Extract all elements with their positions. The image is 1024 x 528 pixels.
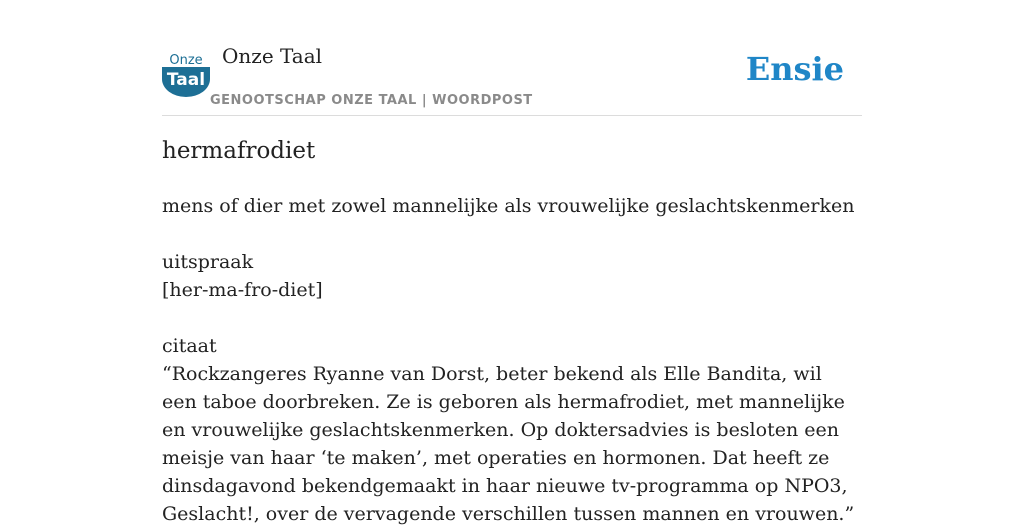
brand-subtitle: GENOOTSCHAP ONZE TAAL | WOORDPOST bbox=[210, 93, 533, 108]
logo-text-bottom: Taal bbox=[166, 70, 206, 90]
entry-content bbox=[162, 192, 862, 528]
pronunciation-value: [her-ma-fro-diet] bbox=[162, 279, 323, 301]
spacer bbox=[162, 304, 862, 332]
ensie-link[interactable]: Ensie bbox=[745, 50, 844, 88]
entry-definition: mens of dier met zowel mannelijke als vrouwelijke geslachtskenmerken bbox=[162, 195, 855, 217]
entry-term: hermafrodiet bbox=[162, 138, 316, 164]
quote-text: “Rockzangeres Ryanne van Dorst, beter bekend als Elle Bandita, wil een taboe doorbreken. Ze is geboren als hermafrodiet, met mannelijke en vrouwelijke geslachtskenmerken. Op doktersadvies is besloten een meisje van haar ‘te maken’, met operaties en hormonen. Dat heeft ze dinsdagavond bekendgemaakt in haar nieuwe tv-programma op NPO3, Geslacht!, over de vervagende verschillen tussen mannen en vrouwen.” bbox=[162, 363, 855, 525]
onze-taal-logo[interactable] bbox=[162, 49, 210, 97]
spacer bbox=[162, 220, 862, 248]
logo-text-top: Onze bbox=[169, 53, 203, 68]
quote-label: citaat bbox=[162, 335, 217, 357]
entry-card bbox=[162, 0, 862, 525]
header-divider bbox=[162, 115, 862, 116]
brand-name[interactable]: Onze Taal bbox=[222, 44, 323, 68]
pronunciation-label: uitspraak bbox=[162, 251, 254, 273]
